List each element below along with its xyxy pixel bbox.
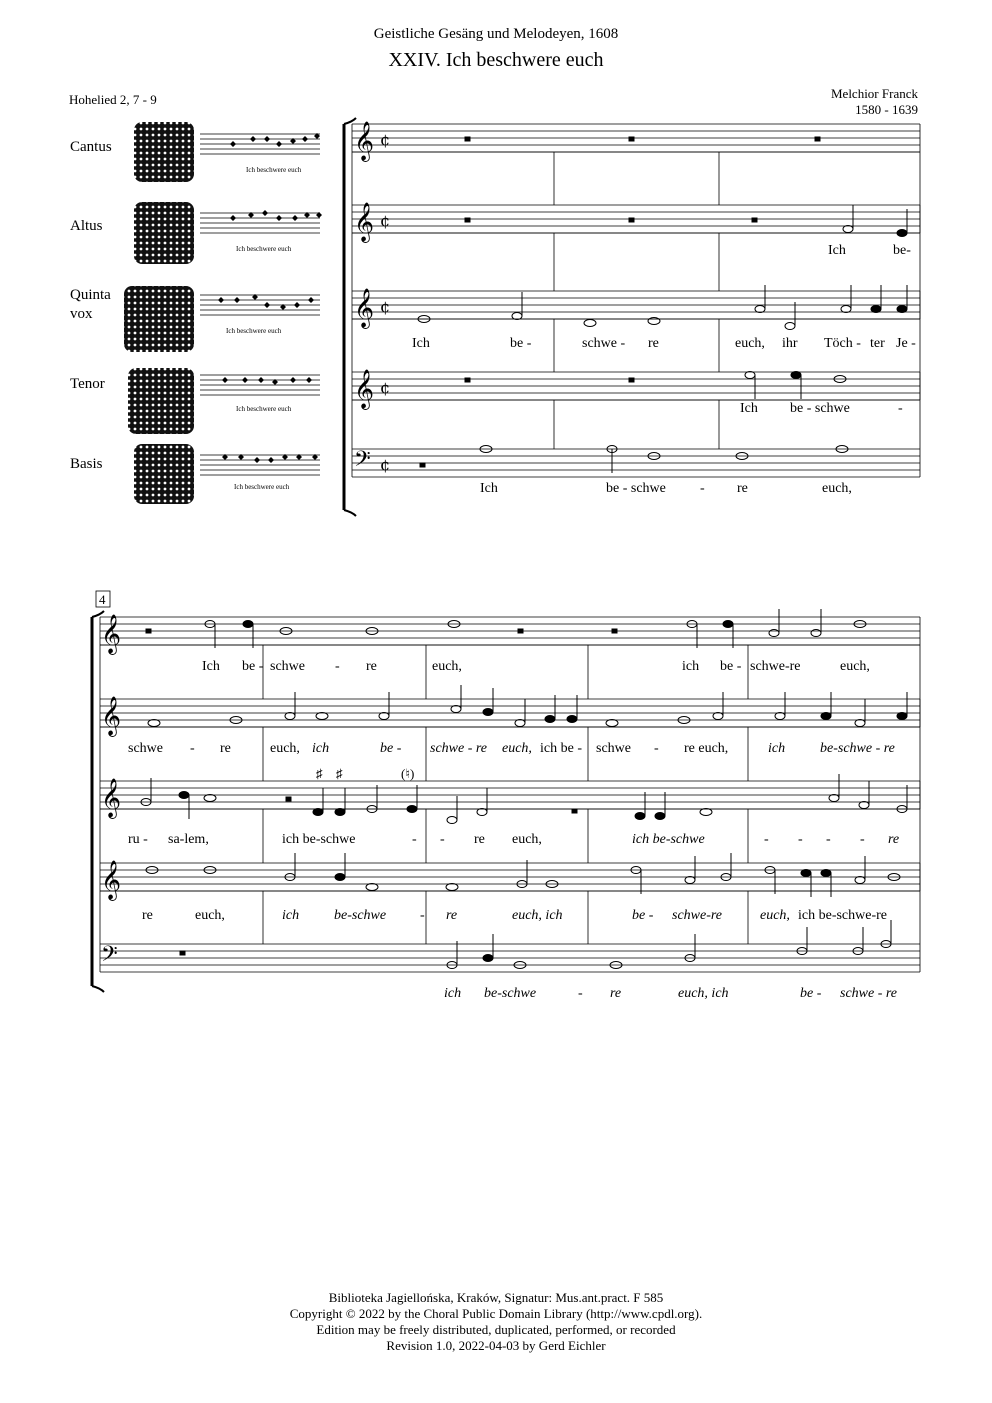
treble-clef: 𝄞 [101, 696, 122, 736]
lyric: ru - [128, 832, 148, 847]
lyric: euch, [822, 481, 852, 496]
footer-revision: Revision 1.0, 2022-04-03 by Gerd Eichler [386, 1338, 606, 1353]
bass-clef: 𝄢 [101, 942, 118, 972]
lyric: euch, [760, 908, 790, 923]
voice-name-quinta: Quinta vox [70, 287, 111, 322]
incipit-staves [200, 134, 320, 475]
lyric: be- [893, 243, 911, 258]
lyric: ich [444, 986, 462, 1001]
accidental-above: ♯ [316, 766, 323, 781]
voice-name-cantus: Cantus [70, 139, 112, 155]
lyric: - [798, 832, 803, 847]
cut-time: ¢ [380, 130, 391, 149]
system1-staves [352, 124, 920, 477]
system2-lyrics-quinta [128, 832, 899, 847]
lyric: Ich [412, 336, 430, 351]
footer-source: Biblioteka Jagiellońska, Kraków, Signatur: Mus.ant.pract. F 585 [328, 1290, 664, 1305]
lyric: schwe - re [430, 741, 488, 756]
cut-time: ¢ [380, 297, 391, 316]
lyric: re [446, 908, 458, 923]
system2-lyrics-basis [444, 986, 897, 1001]
incipit-text-tenor: Ich beschwere euch [236, 405, 292, 413]
footer-license: Edition may be freely distributed, duplicated, performed, or recorded [316, 1322, 676, 1337]
lyric: ich be-schwe [632, 832, 705, 847]
treble-clef: 𝄞 [354, 369, 375, 409]
lyric: Ich [202, 659, 220, 674]
lyric: euch, [432, 659, 462, 674]
lyric: - [578, 986, 583, 1001]
lyric: re [366, 659, 377, 674]
footer [0, 1290, 992, 1354]
lyric: be - [242, 659, 264, 674]
lyric: - [700, 481, 705, 496]
lyric: Ich [740, 401, 758, 416]
lyric: ich be - [540, 741, 582, 756]
lyric: euch, [195, 908, 225, 923]
system1-clefs [354, 121, 390, 477]
page-title: XXIV. Ich beschwere euch [388, 49, 604, 71]
lyric: schwe - [582, 336, 626, 351]
lyric: - [440, 832, 445, 847]
incipit-notes [218, 133, 322, 463]
lyric: be - schwe [606, 481, 666, 496]
lyric: - [898, 401, 903, 416]
system2-clefs [101, 614, 121, 972]
lyric: - [412, 832, 417, 847]
initial-cantus [134, 122, 194, 182]
footer-copyright: Copyright © 2022 by the Choral Public Domain Library (http://www.cpdl.org). [289, 1306, 703, 1321]
lyric: Je - [896, 336, 916, 351]
accidental-above: ♯ [336, 766, 343, 781]
incipit-text-cantus: Ich beschwere euch [246, 166, 302, 174]
lyric: re [737, 481, 748, 496]
lyric: re [474, 832, 485, 847]
cut-time: ¢ [380, 378, 391, 397]
lyric: - [826, 832, 831, 847]
lyric: ich [682, 659, 700, 674]
lyric: ich be-schwe [282, 832, 356, 847]
initial-altus [134, 202, 194, 264]
treble-clef: 𝄞 [354, 121, 375, 161]
lyric: Ich [828, 243, 846, 258]
lyric: re [610, 986, 622, 1001]
initial-basis [134, 444, 194, 504]
treble-clef: 𝄞 [101, 778, 122, 818]
lyric: Töch - [824, 336, 861, 351]
cut-time: ¢ [380, 455, 391, 474]
lyric: ich be-schwe-re [798, 908, 888, 923]
lyric: ihr [782, 336, 798, 351]
lyric: schwe [128, 741, 163, 756]
initial-tenor [128, 368, 194, 434]
lyric: be - [632, 908, 654, 923]
system2-lyrics-cantus [202, 659, 870, 674]
composer-dates: 1580 - 1639 [855, 102, 918, 117]
lyric: sa-lem, [168, 832, 209, 847]
measure-number-box [96, 591, 110, 607]
lyric: Ich [480, 481, 498, 496]
lyric: ich [282, 908, 300, 923]
lyric: euch, [270, 741, 300, 756]
lyric: be - [800, 986, 822, 1001]
lyric: euch, [840, 659, 870, 674]
bass-clef: 𝄢 [354, 447, 371, 477]
incipit-text-basis: Ich beschwere euch [234, 483, 290, 491]
lyric: be-schwe [334, 908, 387, 923]
treble-clef: 𝄞 [101, 614, 122, 654]
lyric: be - [380, 741, 402, 756]
lyric: re [648, 336, 659, 351]
text-source: Hohelied 2, 7 - 9 [69, 92, 157, 107]
lyric: euch, [735, 336, 765, 351]
lyric: ter [870, 336, 885, 351]
lyric: euch, ich [512, 908, 563, 923]
lyric: re [888, 832, 900, 847]
initial-quinta [124, 286, 194, 352]
incipit-text-quinta: Ich beschwere euch [226, 327, 282, 335]
voice-name-tenor: Tenor [70, 376, 105, 392]
treble-clef: 𝄞 [354, 202, 375, 242]
lyric: - [860, 832, 865, 847]
collection-subtitle: Geistliche Gesäng und Melodeyen, 1608 [373, 26, 619, 42]
lyric: - [420, 908, 425, 923]
system1-lyrics [412, 243, 916, 496]
lyric: be-schwe [484, 986, 537, 1001]
treble-clef: 𝄞 [354, 288, 375, 328]
voice-name-basis: Basis [70, 456, 103, 472]
lyric: schwe [596, 741, 631, 756]
lyric: - [764, 832, 769, 847]
lyric: - [190, 741, 195, 756]
lyric: ich [768, 741, 786, 756]
lyric: be - schwe [790, 401, 850, 416]
lyric: schwe-re [672, 908, 723, 923]
lyric: schwe-re [750, 659, 801, 674]
system1-barlines [352, 124, 920, 477]
incipit-text-altus: Ich beschwere euch [236, 245, 292, 253]
initials [124, 122, 194, 504]
lyric: euch, [502, 741, 532, 756]
voice-name-altus: Altus [70, 218, 103, 234]
lyric: - [654, 741, 659, 756]
composer-name: Melchior Franck [830, 86, 918, 101]
lyric: schwe [270, 659, 305, 674]
lyric lyi: ich [312, 741, 330, 756]
lyric: be-schwe - re [820, 741, 895, 756]
system2-lyrics-altus [128, 741, 895, 756]
system2-lyrics-tenor [142, 908, 887, 923]
lyric: - [335, 659, 340, 674]
lyric: re euch, [684, 741, 729, 756]
accidental-above: (♮) [401, 766, 415, 781]
lyric: be - [510, 336, 532, 351]
lyric: re [220, 741, 231, 756]
system2-accidentals-above [316, 766, 414, 781]
lyric: re [142, 908, 153, 923]
lyric: schwe - re [840, 986, 898, 1001]
svg-text:4: 4 [99, 592, 106, 607]
lyric: be - [720, 659, 742, 674]
lyric: euch, [512, 832, 542, 847]
lyric: euch, ich [678, 986, 729, 1001]
treble-clef: 𝄞 [101, 860, 122, 900]
cut-time: ¢ [380, 211, 391, 230]
